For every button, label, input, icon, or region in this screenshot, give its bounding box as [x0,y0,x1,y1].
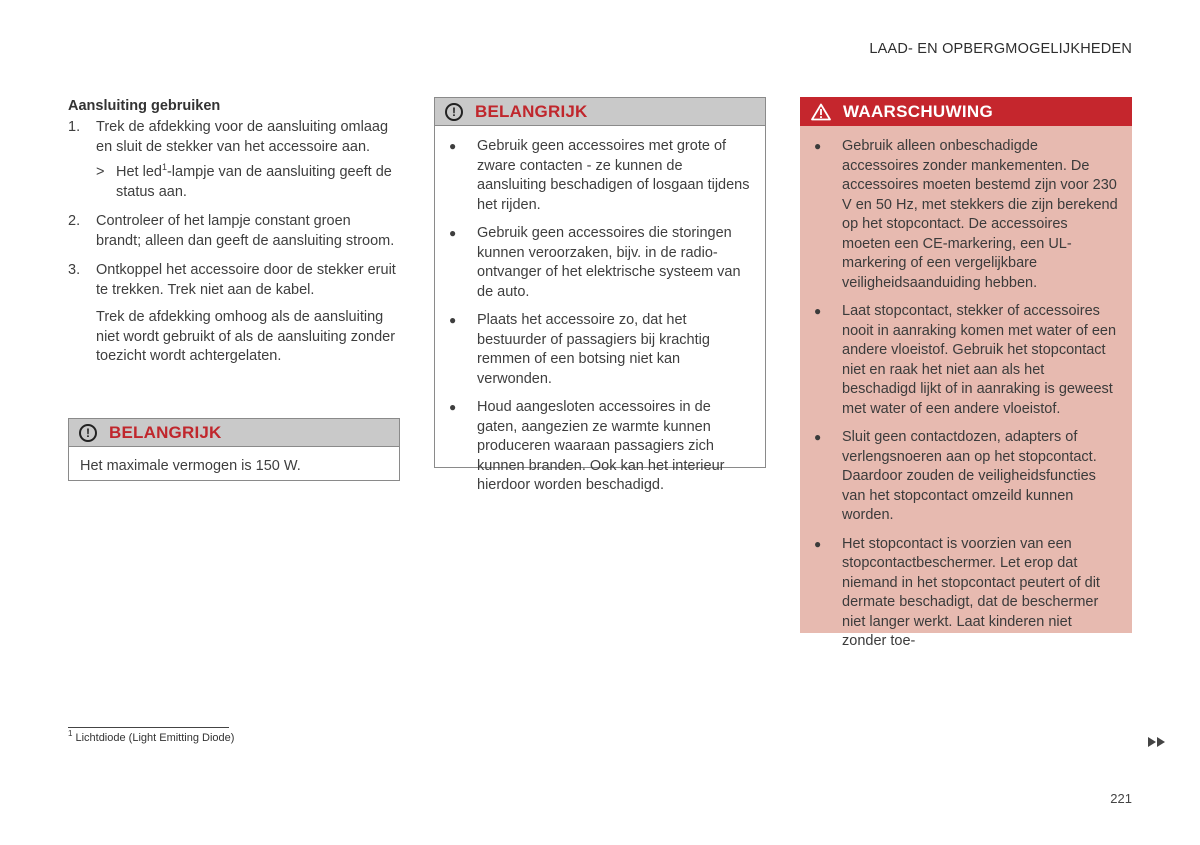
column-left [68,97,400,377]
step-text: Trek de afdekking voor de aansluiting omlaag en sluit de stekker van het accessoire aan. [96,119,389,155]
bullet-text: Sluit geen contactdozen, adapters of verlengsnoeren aan op het stopcontact. Daardoor zouden de veiligheidsfuncties van het stopcontact omzeild kunnen worden. [842,429,1097,523]
step-number: 1. [68,119,81,135]
list-item [447,224,751,302]
notice-title: BELANGRIJK [109,422,222,442]
notice-title: BELANGRIJK [475,101,588,121]
step-text: Controleer of het lampje constant groen brandt; alleen dan geeft de aansluiting stroom. [96,213,395,249]
list-item [447,311,751,389]
important-notice-small [68,418,400,481]
list-item [812,137,1118,293]
bullet-icon: ● [814,139,822,153]
bullet-text: Laat stopcontact, stekker of accessoires nooit in aanraking komen met water of een andere vloeistof. Gebruik het stopcontact niet en raak het niet aan als het beschadigd lijkt of in aanraking is geweest met water of een andere vloeistof. [842,303,1117,417]
list-item [447,398,751,496]
step-number: 3. [68,262,81,278]
bullet-text: Houd aangesloten accessoires in de gaten, aangezien ze warmte kunnen produceren waaraan passagiers zich kunnen branden. Ook kan het interieur hierdoor worden beschadigd. [477,399,725,493]
warning-triangle-icon [811,103,831,121]
step-result [96,163,396,202]
footnote-marker: 1 [68,729,73,739]
list-item [812,428,1118,526]
step-body [96,261,396,367]
list-item [447,137,751,215]
notice-text: Het maximale vermogen is 150 W. [80,458,301,474]
result-marker: > [96,164,105,180]
important-notice-large [434,97,766,493]
footnote-text: Lichtdiode (Light Emitting Diode) [75,732,235,744]
footnote [68,729,235,744]
list-item [812,302,1118,419]
footnote-divider [68,727,229,728]
list-item [812,535,1118,652]
bullet-icon: ● [814,304,822,318]
section-heading: Aansluiting gebruiken [68,98,221,114]
bullet-text: Gebruik geen accessoires met grote of zware contacten - ze kunnen de aansluiting beschadigen of losgaan tijdens het rijden. [477,138,750,213]
exclamation-circle-icon: ! [79,424,97,442]
step-body [96,118,396,202]
notice-bullets [435,126,765,496]
bullet-icon: ● [814,536,822,551]
notice-header [69,419,399,447]
exclamation-circle-icon: ! [445,103,463,121]
bullet-text: Gebruik geen accessoires die storingen kunnen veroorzaken, bijv. in de radio-ontvanger of het elektrische systeem van de auto. [477,225,741,300]
page-number: 221 [1110,791,1132,806]
warning-title: WAARSCHUWING [843,101,993,121]
step-item [68,261,400,367]
step-extra-text: Trek de afdekking omhoog als de aansluiting niet wordt gebruikt of als de aansluiting zonder toezicht wordt achtergelaten. [96,309,396,364]
result-text-after: -lampje van de aansluiting geeft de status aan. [116,164,392,200]
warning-header [800,97,1132,126]
double-arrow-right-icon [1148,737,1166,747]
step-text: Ontkoppel het accessoire door de stekker eruit te trekken. Trek niet aan de kabel. [96,262,396,298]
result-text-before: Het led [116,164,162,180]
notice-header [435,98,765,126]
bullet-text: Het stopcontact is voorzien van een stopcontactbeschermer. Let erop dat niemand in het stopcontact peutert of dit dermate beschadigt, dat de beschermer niet langer werkt. Laat kinderen niet zonder toe- [842,535,1100,649]
bullet-icon: ● [814,430,822,444]
bullet-icon: ● [449,139,457,153]
page-header-title: LAAD- EN OPBERGMOGELIJKHEDEN [869,41,1132,57]
bullet-text: Gebruik alleen onbeschadigde accessoires zonder mankementen. De accessoires moeten bestemd zijn voor 230 V en 50 Hz, met stekkers die zijn berekend op het stopcontact. De accessoires moeten een CE-markering, een UL-markering of een vergelijkbare veiligheidsaanduiding hebben. [842,138,1118,291]
bullet-icon: ● [449,400,457,414]
bullet-icon: ● [449,226,457,240]
result-text [116,163,396,202]
step-item [68,212,400,251]
warning-bullets [800,126,1132,652]
warning-box [800,97,1132,649]
step-number: 2. [68,213,81,229]
footnote-ref: 1 [161,162,167,173]
bullet-icon: ● [449,313,457,327]
steps-list [68,118,400,367]
bullet-text: Plaats het accessoire zo, dat het bestuurder of passagiers bij krachtig remmen of een botsing niet kan verwonden. [477,312,710,387]
step-item [68,118,400,202]
